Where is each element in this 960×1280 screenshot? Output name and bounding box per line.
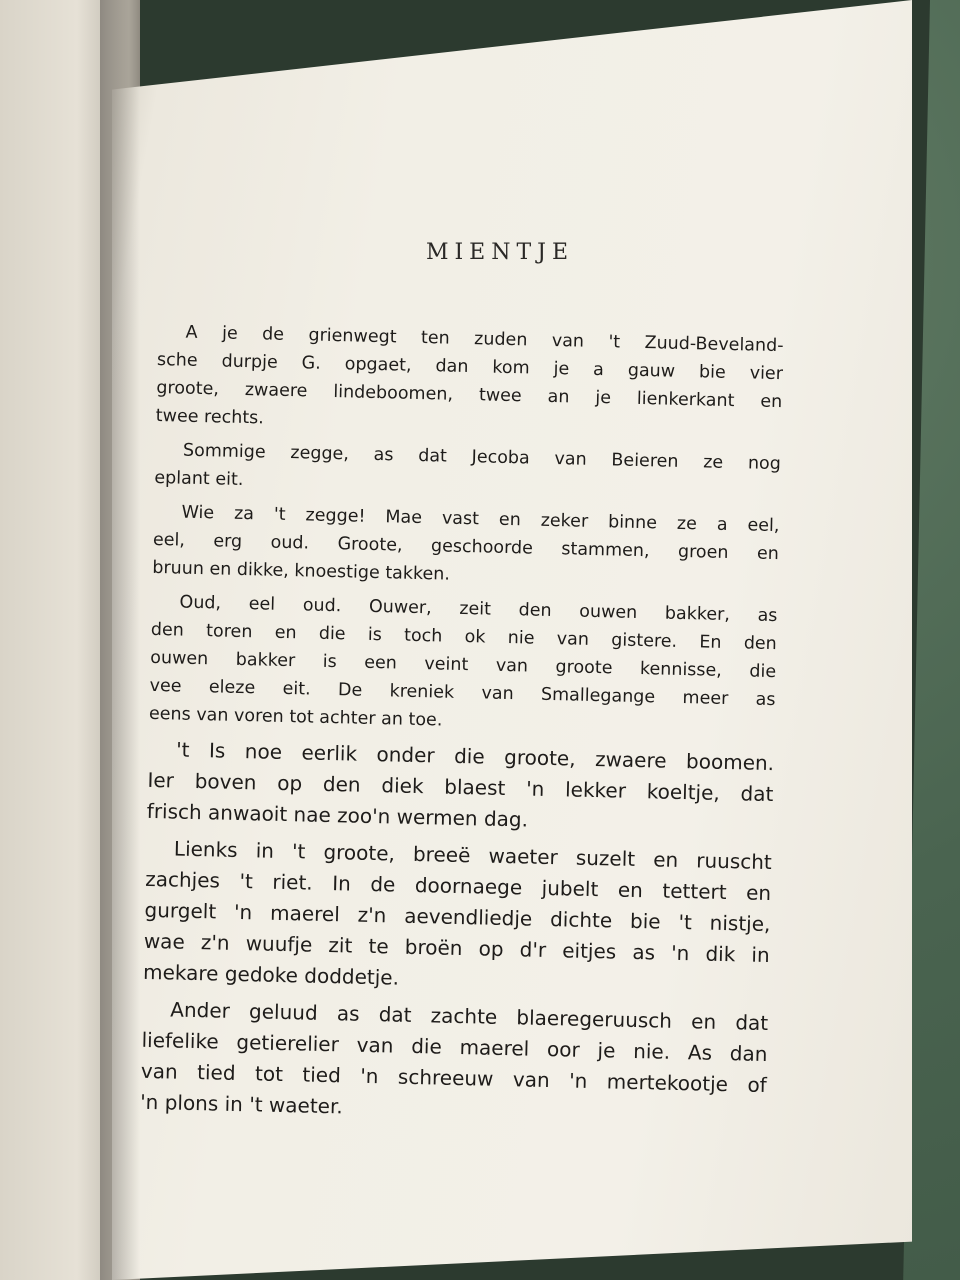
text-line: Wie za 't zegge! Mae vast en zeker binne ze a eel, — [181, 502, 780, 537]
text-line: wae z'n wuufje zit te broën op d'r eitjes as 'n dik in — [143, 928, 770, 968]
text-line: sche durpje G. opgaet, dan kom je a gauw bie vier — [156, 349, 784, 385]
paragraph-6 — [143, 833, 772, 1002]
text-line: Ier boven op den diek blaest 'n lekker koeltje, dat — [147, 767, 774, 807]
paragraph-2 — [154, 436, 781, 506]
text-line: mekare gedoke doddetje. — [142, 959, 400, 990]
text-line: vee eleze eit. De kreniek van Smallegange meer as — [149, 675, 776, 711]
text-line: Ander geluud as dat zachte blaeregeruusch en dat — [170, 997, 769, 1036]
text-line: bruun en dikke, knoestige takken. — [152, 557, 451, 585]
text-line: ouwen bakker is een veint van groote kennisse, die — [150, 647, 777, 683]
text-line: Lienks in 't groote, breeë waeter suzelt en ruuscht — [173, 836, 773, 875]
text-line: gurgelt 'n maerel z'n aevendliedje dichte bie 't nistje, — [144, 897, 771, 937]
text-line: eens van voren tot achter an toe. — [148, 703, 443, 731]
text-line: Oud, eel oud. Ouwer, zeit den ouwen bakker, as — [179, 592, 778, 627]
paragraph-3 — [152, 498, 780, 596]
text-line: 't Is noe eerlik onder die groote, zwaere boomen. — [175, 737, 775, 776]
chapter-title: MIENTJE — [425, 240, 575, 265]
text-line: Sommige zegge, as dat Jecoba van Beieren ze nog — [182, 440, 782, 475]
text-line: liefelike getierelier van die maerel oor je nie. As dan — [141, 1027, 768, 1067]
text-line: van tied tot tied 'n schreeuw van 'n mertekootje of — [140, 1058, 768, 1098]
paragraph-7 — [140, 994, 769, 1132]
text-line: den toren en die is toch ok nie van gistere. En den — [150, 619, 777, 655]
book-gutter — [100, 0, 140, 1280]
text-line: A je de grienwegt ten zuden van 't Zuud-Beveland- — [185, 322, 784, 357]
paragraph-1 — [155, 318, 783, 444]
text-line: eel, erg oud. Groote, geschoorde stammen, groen en — [152, 529, 780, 565]
text-line: groote, zwaere lindeboomen, twee an je lienkerkant en — [156, 377, 783, 413]
paragraph-4 — [149, 588, 778, 742]
paragraph-5 — [146, 734, 774, 841]
text-line: twee rechts. — [155, 405, 265, 429]
body-text — [140, 318, 784, 1138]
text-line: zachjes 't riet. In de doornaege jubelt en tettert en — [145, 866, 772, 906]
text-line: frisch anwaoit nae zoo'n wermen dag. — [146, 798, 529, 832]
text-line: eplant eit. — [154, 467, 244, 490]
text-line: 'n plons in 't waeter. — [139, 1089, 344, 1119]
